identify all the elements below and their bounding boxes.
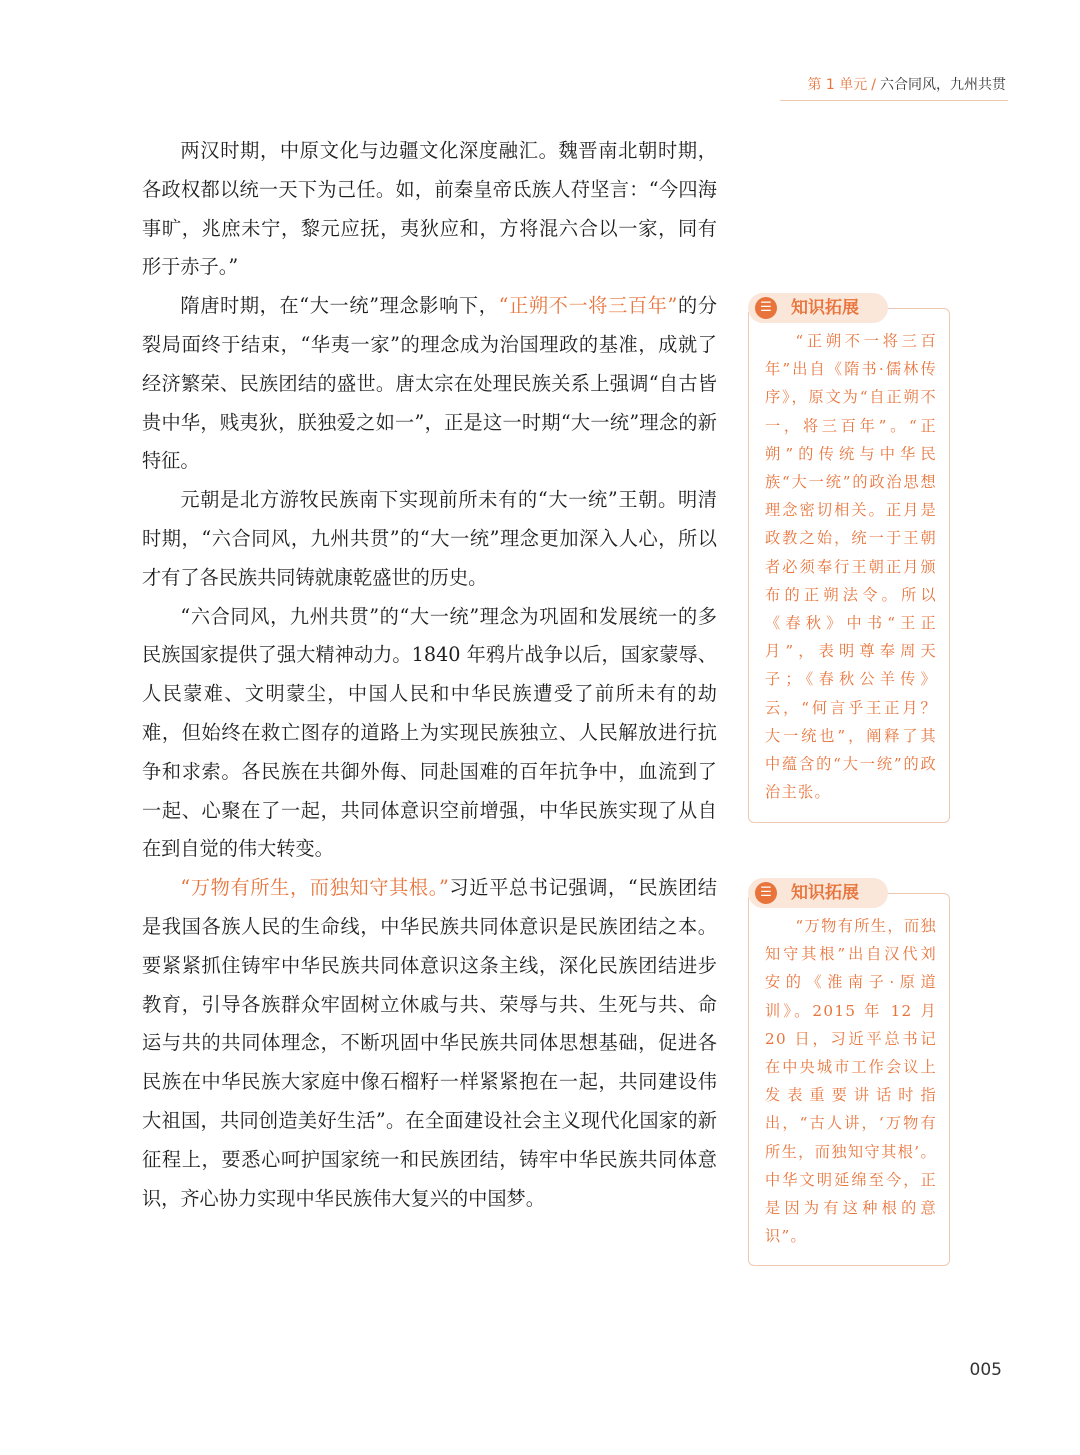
header-divider xyxy=(780,100,1008,101)
main-text xyxy=(142,132,717,1218)
paragraph-2-text-b: 的分裂局面终于结束，“华夷一家”的理念成为治国理政的基准，成就了经济繁荣、民族团结的盛世。唐太宗在处理民族关系上强调“自古皆贵中华，贱夷狄，朕独爱之如一”，正是这一时期“大一统”理念的新特征。 xyxy=(142,294,718,473)
paragraph-5 xyxy=(142,869,717,1218)
highlight-quote-2: “万物有所生，而独知守其根。” xyxy=(180,876,449,900)
paragraph-1: 两汉时期，中原文化与边疆文化深度融汇。魏晋南北朝时期，各政权都以统一天下为己任。如，前秦皇帝氐族人苻坚言：“今四海事旷，兆庶未宁，黎元应抚，夷狄应和，方将混六合以一家，同有形于赤子。” xyxy=(142,139,717,279)
knowledge-box-2 xyxy=(748,893,950,1266)
paragraph-5-text: 习近平总书记强调，“民族团结是我国各族人民的生命线，中华民族共同体意识是民族团结之本。要紧紧抓住铸牢中华民族共同体意识这条主线，深化民族团结进步教育，引导各族群众牢固树立休戚与共、荣辱与共、生死与共、命运与共的共同体理念，不断巩固中华民族共同体思想基础，促进各民族在中华民族大家庭中像石榴籽一样紧紧抱在一起，共同建设伟大祖国，共同创造美好生活”。在全面建设社会主义现代化国家的新征程上，要悉心呵护国家统一和民族团结，铸牢中华民族共同体意识，齐心协力实现中华民族伟大复兴的中国梦。 xyxy=(142,876,717,1210)
knowledge-box-1 xyxy=(748,308,950,823)
knowledge-tag-label: 知识拓展 xyxy=(791,298,859,318)
paragraph-4: “六合同风，九州共贯”的“大一统”理念为巩固和发展统一的多民族国家提供了强大精神动力。1840 年鸦片战争以后，国家蒙辱、人民蒙难、文明蒙尘，中国人民和中华民族遭受了前所未有的劫难，但始终在救亡图存的道路上为实现民族独立、人民解放进行抗争和求索。各民族在共御外侮、同赴国难的百年抗争中，血流到了一起、心聚在了一起，共同体意识空前增强，中华民族实现了从自在到自觉的伟大转变。 xyxy=(142,604,717,861)
knowledge-box-text: “万物有所生，而独知守其根”出自汉代刘安的《淮南子·原道训》。2015 年 12 月 20 日，习近平总书记在中央城市工作会议上发表重要讲话时指出，“古人讲，‘万物有所生，而独知守其根’。中华文明延绵至今，正是因为有这种根的意识”。 xyxy=(765,917,937,1246)
knowledge-box-text: “正朔不一将三百年”出自《隋书·儒林传序》，原文为“自正朔不一，将三百年”。“正朔”的传统与中华民族“大一统”的政治思想理念密切相关。正月是政教之始，统一于王朝者必须奉行王朝正月颁布的正朔法令。所以《春秋》中书“王正月”，表明尊奉周天子；《春秋公羊传》云，“何言乎王正月？大一统也”，阐释了其中蕴含的“大一统”的政治主张。 xyxy=(765,332,937,802)
unit-label: 第 1 单元 xyxy=(807,77,868,93)
header-separator: / xyxy=(871,77,876,93)
page-number: 005 xyxy=(969,1360,1002,1380)
book-icon: ☰ xyxy=(755,297,777,319)
knowledge-tag-label: 知识拓展 xyxy=(791,883,859,903)
paragraph-3: 元朝是北方游牧民族南下实现前所未有的“大一统”王朝。明清时期，“六合同风，九州共贯”的“大一统”理念更加深入人心，所以才有了各民族共同铸就康乾盛世的历史。 xyxy=(142,488,717,589)
book-icon: ☰ xyxy=(755,882,777,904)
paragraph-2-text-a: 隋唐时期，在“大一统”理念影响下， xyxy=(180,294,499,318)
paragraph-2 xyxy=(142,287,717,481)
unit-title: 六合同风，九州共贯 xyxy=(880,77,1006,93)
running-header xyxy=(807,74,1006,94)
knowledge-tag-1 xyxy=(748,293,888,323)
highlight-quote-1: “正朔不一将三百年” xyxy=(498,294,678,318)
knowledge-tag-2 xyxy=(748,878,888,908)
